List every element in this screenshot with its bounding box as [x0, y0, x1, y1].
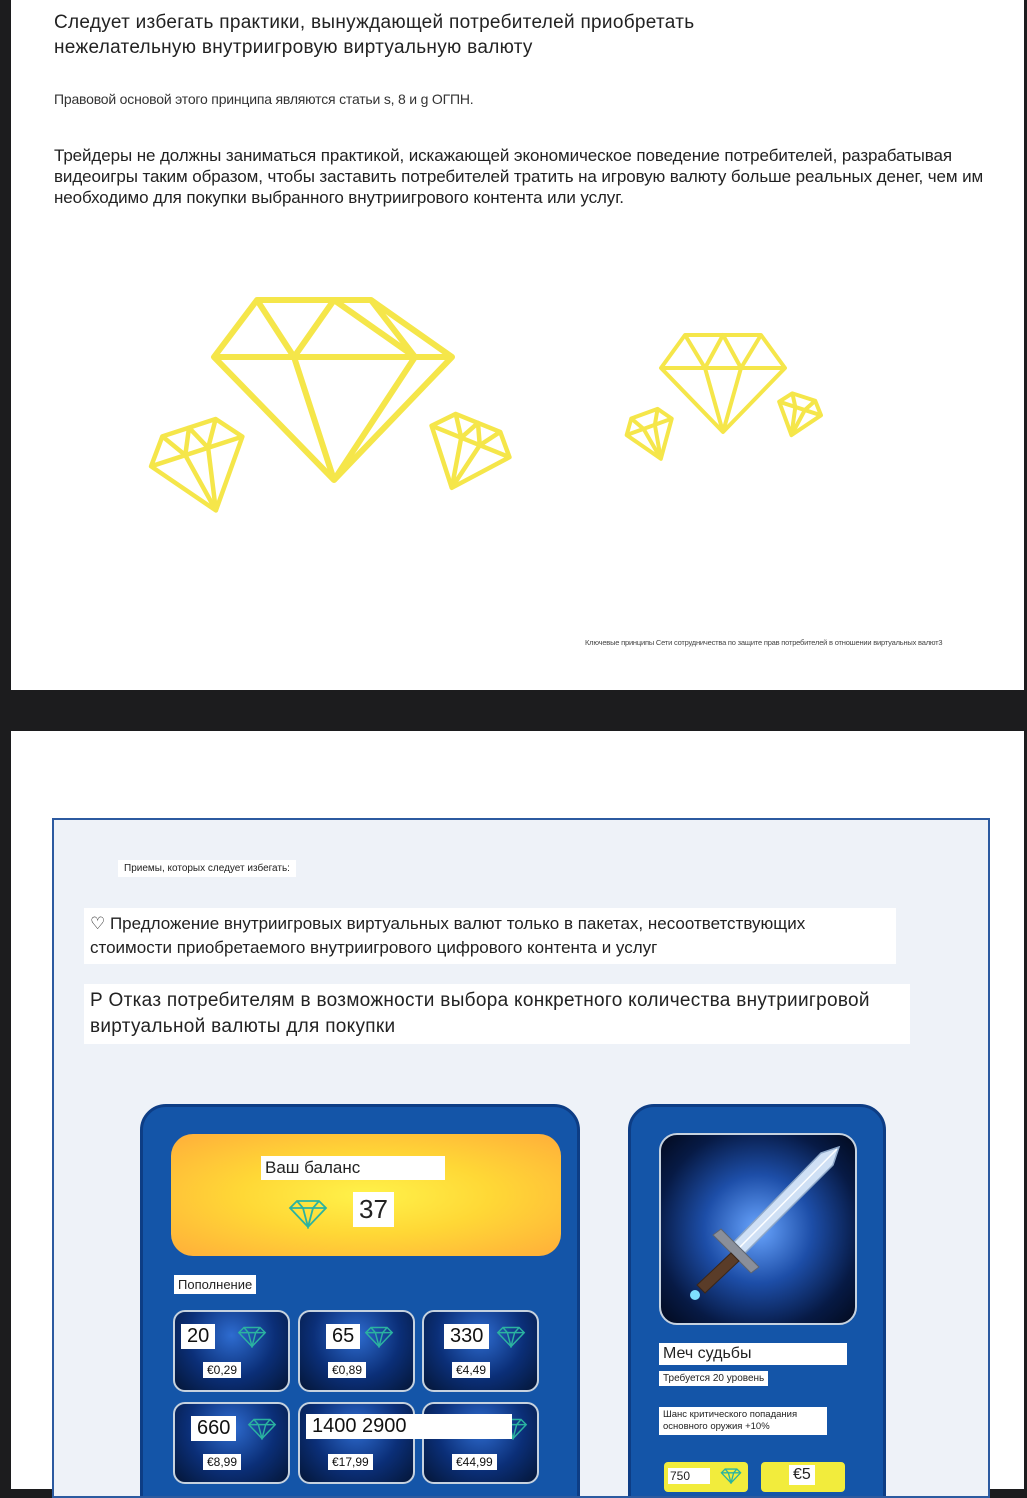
- diamond-icon: [364, 1326, 394, 1348]
- euro-price-button[interactable]: [761, 1462, 845, 1492]
- item-bonus: Шанс критического попадания основного оружия +10%: [659, 1407, 827, 1435]
- item-name: Меч судьбы: [659, 1343, 847, 1365]
- balance-label: Ваш баланс: [261, 1156, 445, 1180]
- diamond-icon: [496, 1326, 526, 1348]
- diamond-icon: [214, 300, 452, 480]
- currency-price: 750: [668, 1468, 710, 1484]
- pack-amount: 65: [326, 1324, 360, 1349]
- pack-tile[interactable]: [422, 1310, 539, 1392]
- diamond-icon: [771, 390, 825, 442]
- pack-price: €17,99: [328, 1454, 373, 1470]
- page-footer: Ключевые принципы Сети сотрудничества по защите прав потребителей в отношении виртуальных валют3: [585, 638, 943, 647]
- page-title: Следует избегать практики, вынуждающей потребителей приобретать нежелательную внутриигровую виртуальную валюту: [54, 12, 695, 58]
- diamond-icon: [413, 407, 517, 503]
- pack-price: €0,29: [203, 1362, 241, 1378]
- diamond-icon: [622, 405, 684, 467]
- diamond-icon: [143, 413, 261, 525]
- pack-price: €44,99: [452, 1454, 497, 1470]
- balance-value: 37: [353, 1192, 394, 1227]
- pack-price: €4,49: [452, 1362, 490, 1378]
- pack-price: €0,89: [328, 1362, 366, 1378]
- diamonds-illustration: [11, 280, 1024, 600]
- body-paragraph: Трейдеры не должны заниматься практикой, искажающей экономическое поведение потребителей, разрабатывая видеоигры таким образом, чтобы заставить потребителей тратить на игровую валюту больше реальных денег, чем им необходимо для покупки выбранного внутриигрового контента или услуг.: [54, 146, 984, 207]
- sword-image: [659, 1133, 857, 1325]
- diamond-icon: [237, 1326, 267, 1348]
- diamond-icon: [247, 1418, 277, 1440]
- pack-tile[interactable]: [173, 1310, 290, 1392]
- currency-store-panel: [140, 1104, 580, 1498]
- pack-amount-wide: 1400 2900: [306, 1414, 512, 1439]
- item-panel: [628, 1104, 886, 1498]
- section-label: Приемы, которых следует избегать:: [118, 860, 296, 877]
- document-page-1: [11, 0, 1024, 690]
- diamond-icon: [661, 335, 785, 432]
- pack-amount: 330: [444, 1324, 489, 1349]
- topup-label: Пополнение: [174, 1275, 256, 1294]
- currency-price-button[interactable]: [664, 1462, 748, 1492]
- pack-tile[interactable]: [173, 1402, 290, 1484]
- slide: [52, 818, 990, 1498]
- bullet-item-1: ♡ Предложение внутриигровых виртуальных валют только в пакетах, несоответствующих стоимости приобретаемого внутриигрового цифрового контента и услуг: [84, 908, 896, 964]
- pack-tile[interactable]: [298, 1310, 415, 1392]
- legal-basis-text: Правовой основой этого принципа являются статьи s, 8 и g ОГПН.: [54, 91, 474, 107]
- pack-amount: 660: [191, 1416, 236, 1441]
- bullet-item-2: Р Отказ потребителям в возможности выбора конкретного количества внутриигровой виртуальной валюты для покупки: [84, 984, 910, 1044]
- pack-price: €8,99: [203, 1454, 241, 1470]
- balance-box: [171, 1134, 561, 1256]
- diamond-icon: [720, 1468, 742, 1484]
- pack-amount: 20: [181, 1324, 215, 1349]
- document-page-2: [11, 731, 1024, 1489]
- euro-price: €5: [789, 1465, 815, 1485]
- diamond-icon: [288, 1199, 328, 1229]
- item-requirement: Требуется 20 уровень: [659, 1371, 768, 1386]
- sword-icon: [661, 1135, 855, 1323]
